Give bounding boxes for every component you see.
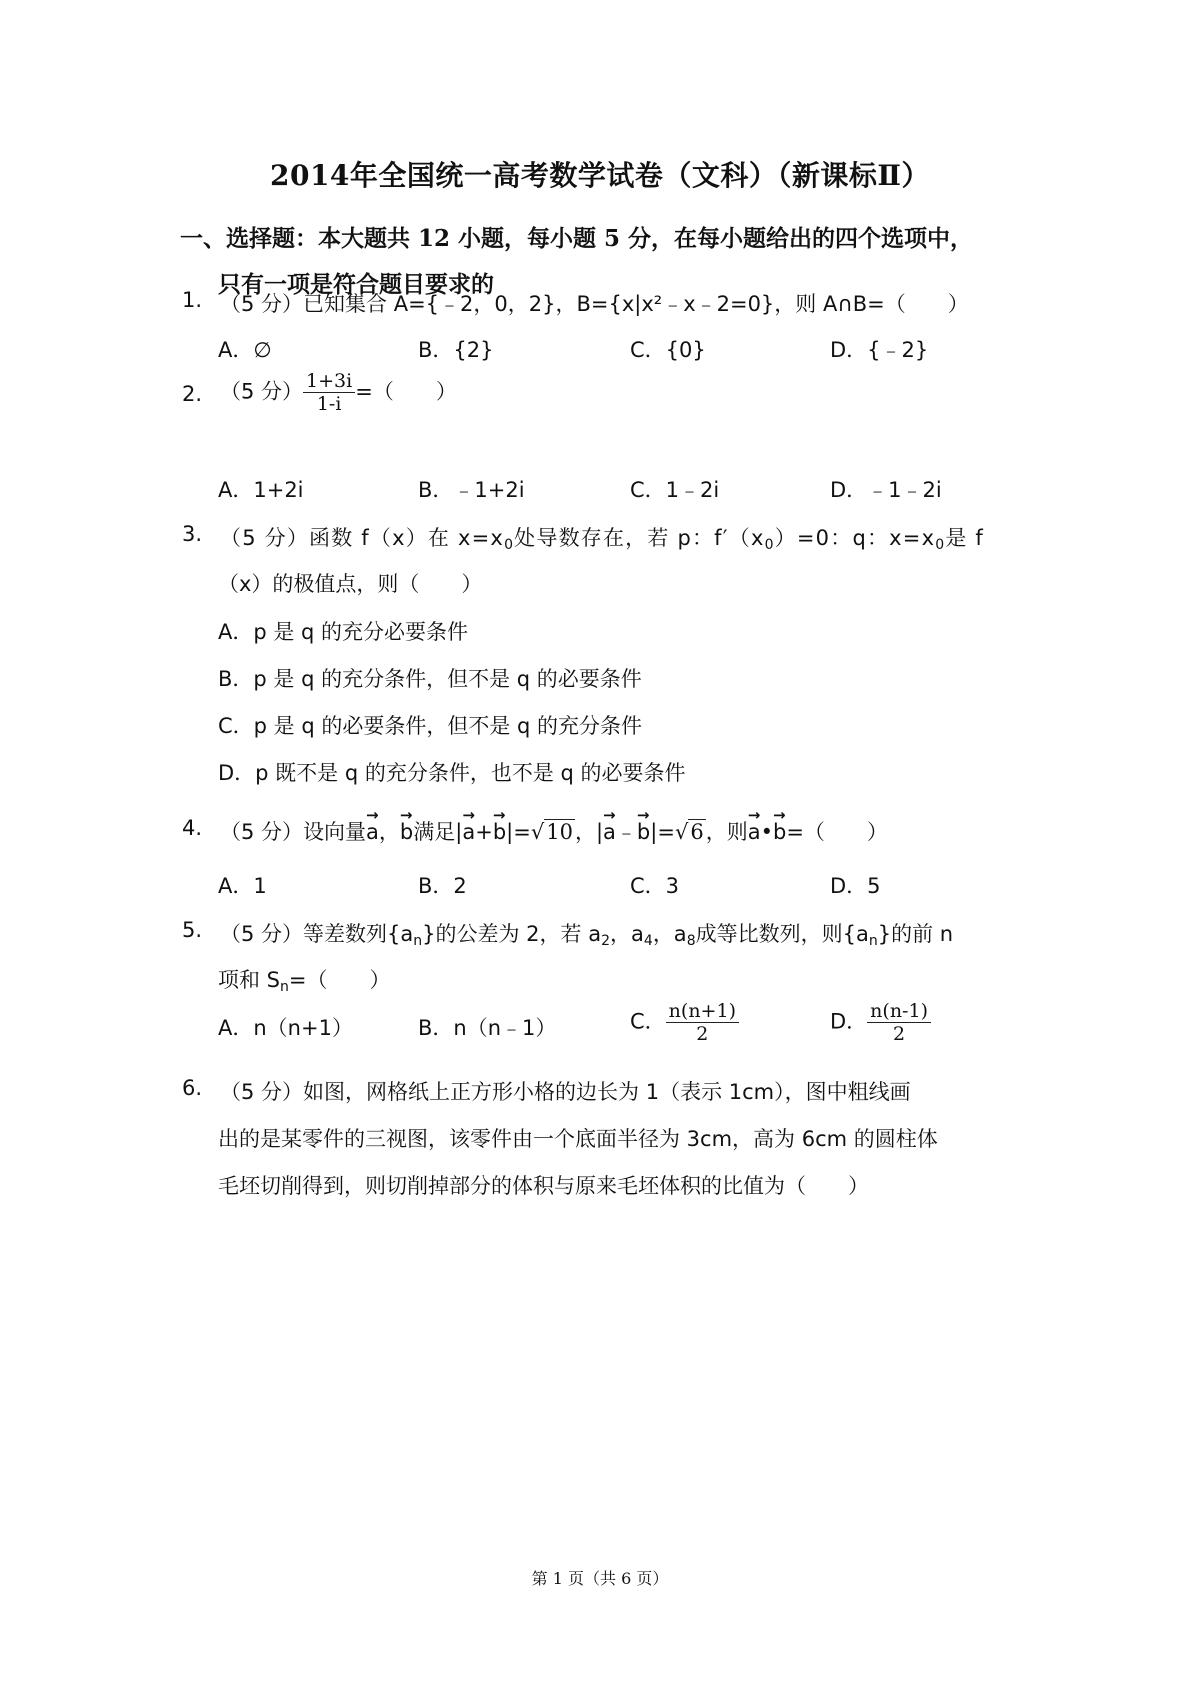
question-text: （5 分）已知集合 A={﹣2，0，2}，B={x|x²﹣x﹣2=0}，则 A∩B=（ ） — [220, 292, 969, 316]
option-a: A．n（n+1） — [218, 1016, 353, 1040]
vector-a: → a — [366, 820, 379, 844]
option-a: A．1+2i — [218, 478, 304, 502]
question-number: 3. — [182, 522, 203, 546]
question-suffix: =（ ） — [355, 379, 457, 404]
option-a: A．∅ — [218, 338, 272, 362]
section-heading-line2: 只有一项是符合题目要求的 — [218, 271, 494, 298]
option-d: D．5 — [830, 874, 881, 898]
question-text-line2: 出的是某零件的三视图，该零件由一个底面半径为 3cm，高为 6cm 的圆柱体 — [218, 1127, 938, 1151]
question-text-line2: 项和 $S_n=$（ ） — [218, 968, 391, 995]
option-a: A．1 — [218, 874, 267, 898]
question-text-line1: （5 分）等差数列$\{a_n\}$的公差为 2，若 $a_2$，$a_4$，$a_8$成等比数列，则$\{a_n\}$的前 n — [220, 922, 954, 949]
option-d: D．﹣1﹣2i — [830, 478, 942, 502]
question-text-line1: （5 分）函数 f（x）在 $x=x_0$处导数存在，若 p：$f'(x_0)=0$：q：$x=x_0$是 f — [220, 526, 985, 553]
option-b: B．{2} — [418, 338, 494, 362]
question-text-line2: （x）的极值点，则（ ） — [218, 572, 483, 596]
option-d: D． $\frac{n(n-1)}{2}$ — [830, 1000, 931, 1045]
question-number: 4. — [182, 816, 203, 840]
fraction — [303, 370, 355, 415]
fraction-denominator: 1-i — [316, 393, 342, 415]
question-text-line3: 毛坯切削得到，则切削掉部分的体积与原来毛坯体积的比值为（ ） — [218, 1174, 869, 1198]
question-number: 1. — [182, 288, 203, 312]
vector-b: → b — [400, 820, 413, 844]
option-c: C．p 是 q 的必要条件，但不是 q 的充分条件 — [218, 714, 643, 738]
option-b: B．n（n﹣1） — [418, 1016, 557, 1040]
question-text — [220, 370, 457, 415]
option-c: C．3 — [630, 874, 680, 898]
option-c: C．1﹣2i — [630, 478, 720, 502]
fraction-numerator: 1+3i — [303, 370, 355, 393]
option-d: D．p 既不是 q 的充分条件，也不是 q 的必要条件 — [218, 761, 686, 785]
fraction: $\frac{n(n+1)}{2}$ — [666, 1000, 739, 1045]
sqrt-6: √6 — [674, 820, 704, 844]
option-b: B．p 是 q 的充分条件，但不是 q 的必要条件 — [218, 667, 642, 691]
option-d: D．{﹣2} — [830, 338, 929, 362]
option-c: C． $\frac{n(n+1)}{2}$ — [630, 1000, 739, 1045]
fraction: $\frac{n(n-1)}{2}$ — [867, 1000, 931, 1045]
section-heading-line1: 一、选择题：本大题共 12 小题，每小题 5 分，在每小题给出的四个选项中， — [180, 225, 974, 252]
question-prefix: （5 分） — [220, 379, 304, 404]
option-c: C．{0} — [630, 338, 706, 362]
sqrt-10: √10 — [530, 820, 573, 844]
option-b: B．﹣1+2i — [418, 478, 525, 502]
question-number: 5. — [182, 918, 203, 942]
question-text-line1: （5 分）如图，网格纸上正方形小格的边长为 1（表示 1cm），图中粗线画 — [220, 1080, 911, 1104]
question-number: 6. — [182, 1076, 203, 1100]
page-footer: 第 1 页（共 6 页） — [531, 1569, 669, 1588]
question-text: （5 分）设向量→ a，→ b满足|→ a+→ b|=√10，|→ a﹣→ b|=√6，则→ a•→ b=（ ） — [220, 816, 888, 846]
page-title: 2014年全国统一高考数学试卷（文科）（新课标Ⅱ） — [269, 159, 931, 192]
option-a: A．p 是 q 的充分必要条件 — [218, 620, 469, 644]
question-number: 2. — [182, 382, 203, 406]
option-b: B．2 — [418, 874, 467, 898]
